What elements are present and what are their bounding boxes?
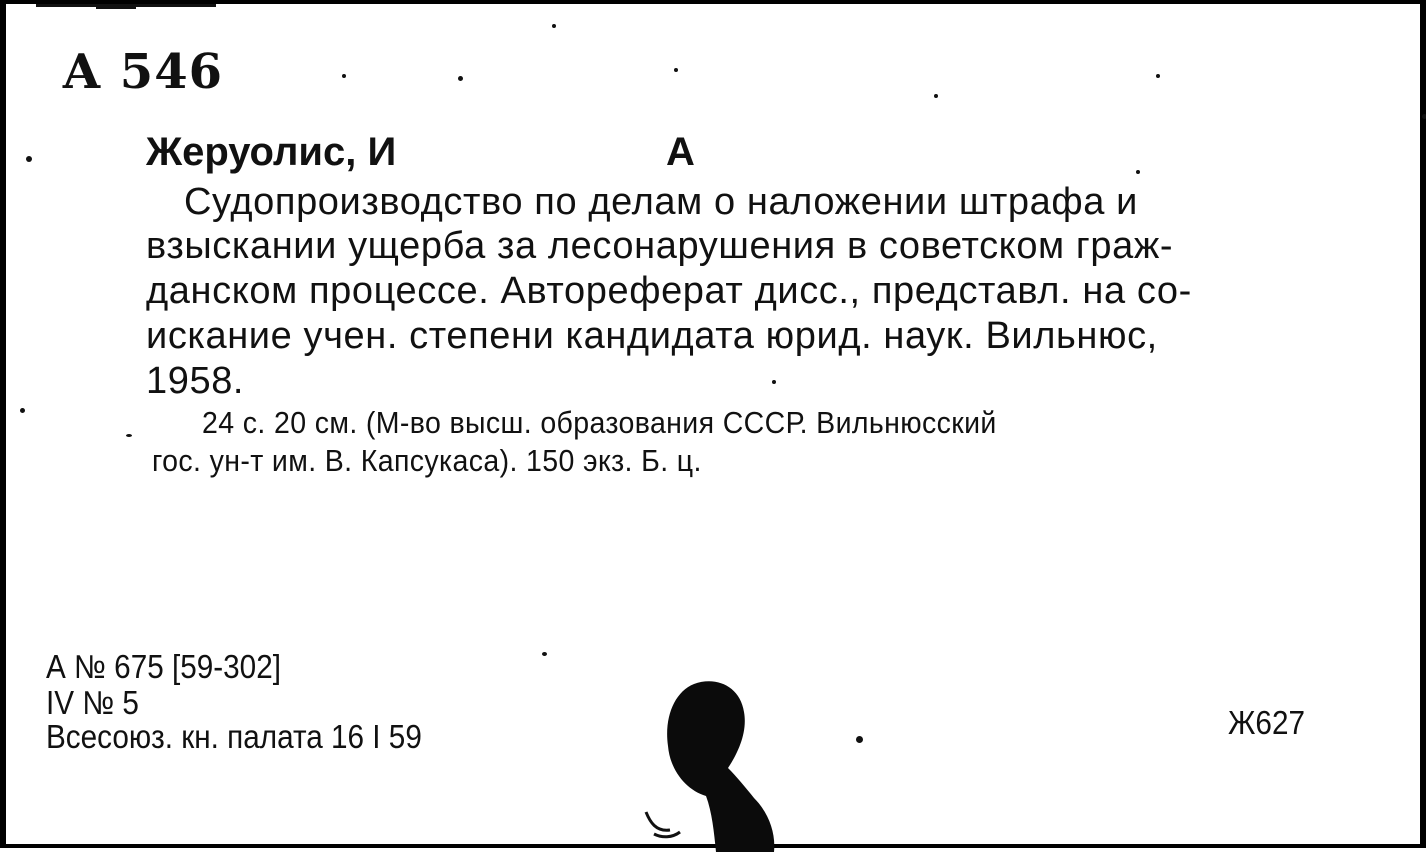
ink-speck: [1156, 74, 1160, 78]
ink-speck: [552, 24, 556, 28]
scan-edge-mark: [36, 4, 216, 12]
description-line-1: 24 с. 20 см. (М-во высш. образования СССР. Вильнюсский: [202, 405, 997, 440]
title-line-2: взыскании ущерба за лесонарушения в советском граж-: [146, 225, 1174, 267]
author-heading: Жеруолис, И: [146, 130, 397, 174]
registration-line-3: Всесоюз. кн. палата 16 I 59: [46, 718, 422, 755]
ink-speck: [458, 76, 463, 81]
description-line-2: гос. ун-т им. В. Капсукаса). 150 экз. Б. ц.: [152, 443, 702, 478]
ink-stamp-blot: [636, 672, 796, 852]
ink-speck: [342, 74, 346, 78]
title-line-3: данском процессе. Автореферат дисс., представл. на со-: [146, 270, 1192, 312]
title-line-5: 1958.: [146, 360, 245, 402]
ink-speck: [1136, 170, 1140, 174]
ink-speck: [772, 380, 776, 384]
ink-speck: [126, 434, 132, 437]
call-number: А 546: [62, 44, 223, 100]
ink-speck: [542, 652, 547, 656]
registration-line-2: IV № 5: [46, 684, 139, 721]
ink-speck: [26, 156, 32, 162]
ink-speck: [1422, 114, 1426, 119]
registration-line-1: А № 675 [59-302]: [46, 648, 281, 685]
reference-code: Ж627: [1228, 704, 1305, 741]
title-line-1: Судопроизводство по делам о наложении штрафа и: [184, 181, 1138, 223]
author-marker: А: [666, 130, 695, 174]
ink-speck: [674, 68, 678, 72]
ink-speck: [934, 94, 938, 98]
title-line-4: искание учен. степени кандидата юрид. наук. Вильнюс,: [146, 315, 1158, 357]
ink-speck: [20, 408, 25, 413]
ink-speck: [856, 736, 863, 743]
